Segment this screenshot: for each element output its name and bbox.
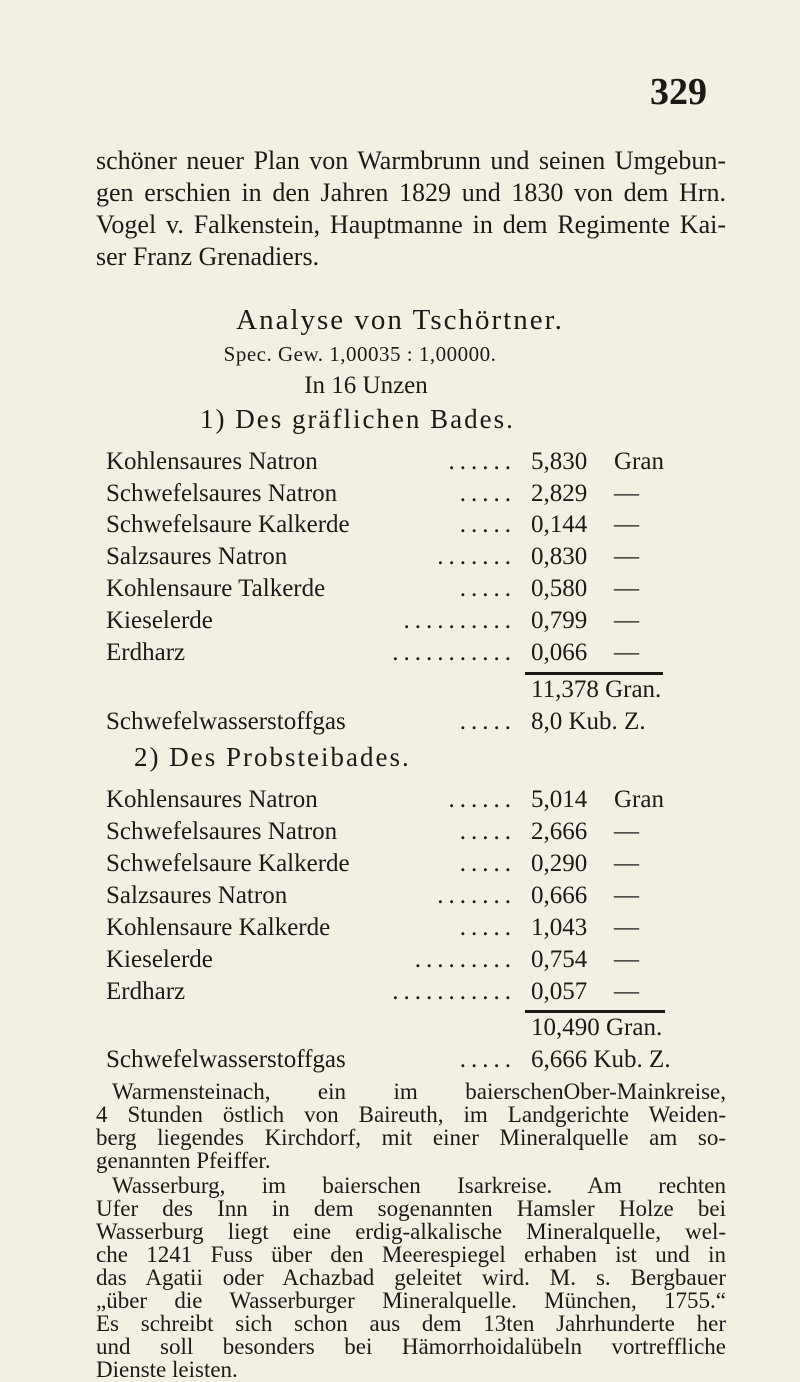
table-row (106, 882, 666, 910)
intro-paragraph (96, 145, 726, 273)
leader-dots: ........... (392, 978, 516, 1005)
substance-unit: — (614, 480, 639, 507)
substance-name: Kohlensaure Talkerde (106, 575, 326, 602)
substance-name: Erdharz (106, 978, 186, 1005)
substance-value: 0,799 (531, 607, 588, 634)
text-line: Es schreibt sich schon aus dem 13ten Jahrhunderte her (96, 1311, 726, 1336)
substance-value: 1,043 (531, 914, 588, 941)
substance-value: 0,580 (531, 575, 588, 602)
substance-unit: — (614, 818, 639, 845)
table-row (106, 850, 666, 878)
leader-dots: ....... (437, 882, 516, 909)
table-row (106, 914, 666, 942)
substance-value: 0,666 (531, 882, 588, 909)
warmensteinach-paragraph (96, 1080, 726, 1172)
text-line: Dienste leisten. (96, 1357, 238, 1382)
leader-dots: ..... (459, 480, 516, 507)
text-line: Wasserburg liegt eine erdig-alkalische Mineralquelle, wel- (96, 1219, 726, 1244)
substance-value: 0,290 (531, 850, 588, 877)
gas-name: Schwefelwasserstoffgas (106, 1046, 346, 1073)
leader-dots: ...... (448, 786, 516, 813)
table-row (106, 607, 666, 635)
text-line: und soll besonders bei Hämorrhoidalübeln vortreffliche (96, 1334, 726, 1359)
leader-dots: ..... (459, 575, 516, 602)
gas-row (106, 1046, 671, 1074)
text-line: gen erschien in den Jahren 1829 und 1830 von dem Hrn. (96, 178, 726, 207)
table-row (106, 543, 666, 571)
substance-unit: — (614, 914, 639, 941)
substance-value: 2,666 (531, 818, 588, 845)
substance-name: Kohlensaure Kalkerde (106, 914, 331, 941)
gas-value: 8,0 Kub. Z. (531, 708, 646, 735)
substance-name: Kieselerde (106, 607, 213, 634)
text-line: che 1241 Fuss über den Meerespiegel erhaben ist und in (96, 1242, 726, 1267)
substance-unit: — (614, 543, 639, 570)
substance-name: Kohlensaures Natron (106, 448, 318, 475)
table-row (106, 978, 666, 1006)
sum-total: 11,378 Gran. (531, 676, 662, 703)
substance-value: 0,057 (531, 978, 588, 1005)
substance-name: Schwefelsaures Natron (106, 480, 338, 507)
table-row (106, 448, 666, 476)
substance-name: Schwefelsaure Kalkerde (106, 511, 350, 538)
text-line: „über die Wasserburger Mineralquelle. München, 1755.“ (96, 1288, 726, 1313)
sum-total: 10,490 Gran. (531, 1014, 663, 1041)
text-line: Warmensteinach, ein im baierschenOber-Mainkreise, (112, 1079, 726, 1104)
gas-value: 6,666 Kub. Z. (531, 1046, 671, 1073)
substance-value: 5,014 (531, 786, 588, 813)
gas-name: Schwefelwasserstoffgas (106, 708, 346, 735)
text-line: Ufer des Inn in dem sogenannten Hamsler Holze bei (96, 1196, 726, 1221)
substance-value: 5,830 (531, 448, 588, 475)
substance-value: 2,829 (531, 480, 588, 507)
substance-name: Schwefelsaure Kalkerde (106, 850, 350, 877)
unit-heading: In 16 Unzen (304, 372, 428, 399)
leader-dots: ..... (459, 850, 516, 877)
leader-dots: ....... (437, 543, 516, 570)
substance-unit: — (614, 978, 639, 1005)
substance-unit: — (614, 511, 639, 538)
substance-unit: Gran (614, 448, 664, 475)
leader-dots: ..... (459, 914, 516, 941)
substance-unit: — (614, 639, 639, 666)
page-number: 329 (650, 71, 707, 113)
leader-dots: ..... (459, 818, 516, 845)
leader-dots: ...... (448, 448, 516, 475)
table-row (106, 480, 666, 508)
substance-value: 0,754 (531, 946, 588, 973)
substance-name: Schwefelsaures Natron (106, 818, 338, 845)
table-row (106, 786, 666, 814)
substance-value: 0,066 (531, 639, 588, 666)
sum-rule (525, 672, 663, 675)
substance-value: 0,144 (531, 511, 588, 538)
substance-name: Salzsaures Natron (106, 882, 288, 909)
gas-row (106, 708, 666, 736)
substance-unit: — (614, 607, 639, 634)
table-row (106, 818, 666, 846)
text-line: Wasserburg, im baierschen Isarkreise. Am rechten (112, 1173, 726, 1198)
text-line: Vogel v. Falkenstein, Hauptmanne in dem Regimente Kai- (96, 210, 726, 239)
substance-unit: — (614, 882, 639, 909)
table-row (106, 639, 666, 667)
table-row (106, 575, 666, 603)
table-row (106, 946, 666, 974)
leader-dots: ........... (392, 639, 516, 666)
substance-name: Kieselerde (106, 946, 213, 973)
substance-unit: — (614, 946, 639, 973)
substance-name: Kohlensaures Natron (106, 786, 318, 813)
substance-unit: — (614, 850, 639, 877)
leader-dots: ..... (459, 1046, 516, 1073)
text-line: ser Franz Grenadiers. (96, 242, 320, 271)
sum-rule (525, 1010, 665, 1013)
text-line: berg liegendes Kirchdorf, mit einer Mineralquelle am so- (96, 1125, 726, 1150)
substance-name: Salzsaures Natron (106, 543, 288, 570)
analysis-title: Analyse von Tschörtner. (236, 304, 564, 336)
text-line: schöner neuer Plan von Warmbrunn und seinen Umgebun- (96, 146, 726, 175)
text-line: genannten Pfeiffer. (96, 1148, 271, 1173)
substance-name: Erdharz (106, 639, 186, 666)
text-line: das Agatii oder Achazbad geleitet wird. M. s. Bergbauer (96, 1265, 726, 1290)
wasserburg-paragraph (96, 1174, 726, 1381)
substance-unit: Gran (614, 786, 664, 813)
section-heading-graeflich: 1) Des gräflichen Bades. (200, 404, 515, 434)
section-heading-probstei: 2) Des Probsteibades. (134, 742, 411, 772)
leader-dots: ..... (459, 511, 516, 538)
table-row (106, 511, 666, 539)
leader-dots: .......... (403, 607, 516, 634)
leader-dots: ......... (414, 946, 516, 973)
substance-unit: — (614, 575, 639, 602)
text-line: 4 Stunden östlich von Baireuth, im Landgerichte Weiden- (96, 1102, 726, 1127)
leader-dots: ..... (459, 708, 516, 735)
specific-gravity: Spec. Gew. 1,00035 : 1,00000. (223, 342, 497, 366)
substance-value: 0,830 (531, 543, 588, 570)
